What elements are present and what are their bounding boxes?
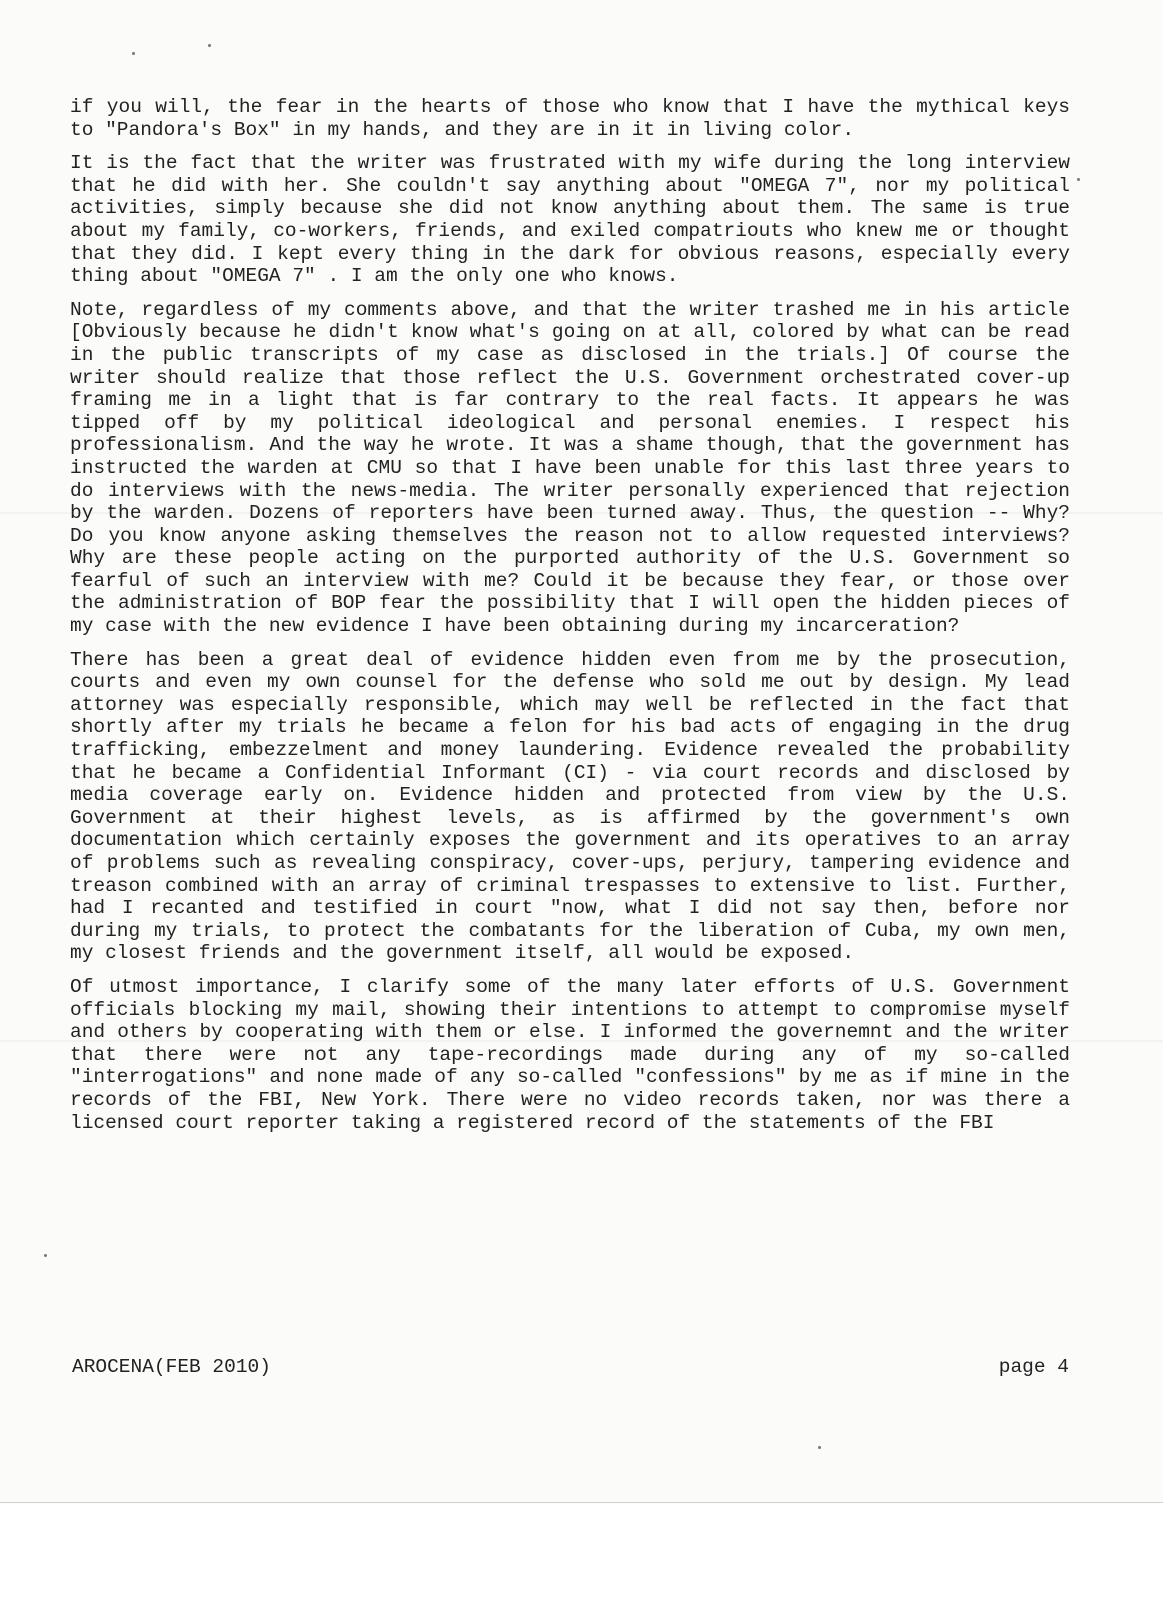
scan-speck [208,44,211,47]
paragraph: if you will, the fear in the hearts of those who know that I have the mythical keys to "Pandora's Box" in my hands, and they are in it in living color. [70,96,1070,141]
paragraph: It is the fact that the writer was frustrated with my wife during the long interview that he did with her. She couldn't say anything about "OMEGA 7", nor my political activities, simply because she did not know anything about them. The same is true about my family, co-workers, friends, and exiled compatriouts who knew me or thought that they did. I kept every thing in the dark for obvious reasons, especially every thing about "OMEGA 7" . I am the only one who knows. [70,152,1070,288]
scan-speck [1077,178,1080,181]
page-footer [72,1356,1069,1378]
footer-author-date: AROCENA(FEB 2010) [72,1356,271,1378]
document-body [70,96,1070,1145]
paragraph: Of utmost importance, I clarify some of the many later efforts of U.S. Government officials blocking my mail, showing their intentions to attempt to compromise myself and others by cooperating with them or else. I informed the governemnt and the writer that there were not any tape-recordings made during any of my so-called "interrogations" and none made of any so-called "confessions" by me as if mine in the records of the FBI, New York. There were no video records taken, nor was there a licensed court reporter taking a registered record of the statements of the FBI [70,975,1070,1134]
scan-speck [132,52,135,55]
scan-speck [818,1446,821,1449]
scan-speck [44,1254,47,1257]
page-number: page 4 [998,1356,1069,1378]
paragraph: There has been a great deal of evidence hidden even from me by the prosecution, courts and even my own counsel for the defense who sold me out by design. My lead attorney was especially responsible, which may well be reflected in the fact that shortly after my trials he became a felon for his bad acts of engaging in the drug trafficking, embezzelment and money laundering. Evidence revealed the probability that he became a Confidential Informant (CI) - via court records and disclosed by media coverage early on. Evidence hidden and protected from view by the U.S. Government at their highest levels, as is affirmed by the government's own documentation which certainly exposes the government and its operatives to an array of problems such as revealing conspiracy, cover-ups, perjury, tampering evidence and treason combined with an array of criminal trespasses to extensive to list. Further, had I recanted and testified in court "now, what I did not say then, before nor during my trials, to protect the combatants for the liberation of Cuba, my own men, my closest friends and the government itself, all would be exposed. [70,648,1070,965]
paragraph: Note, regardless of my comments above, and that the writer trashed me in his article [Obviously because he didn't know what's going on at all, colored by what can be read in the public transcripts of my case as disclosed in the trials.] Of course the writer should realize that those reflect the U.S. Government orchestrated cover-up framing me in a light that is far contrary to the real facts. It appears he was tipped off by my political ideological and personal enemies. I respect his professionalism. And the way he wrote. It was a shame though, that the government has instructed the warden at CMU so that I have been unable for this last three years to do interviews with the news-media. The writer personally experienced that rejection by the warden. Dozens of reporters have been turned away. Thus, the question -- Why? Do you know anyone asking themselves the reason not to allow requested interviews? Why are these people acting on the purported authority of the U.S. Government so fearful of such an interview with me? Could it be because they fear, or those over the administration of BOP fear the possibility that I will open the hidden pieces of my case with the new evidence I have been obtaining during my incarceration? [70,298,1070,638]
